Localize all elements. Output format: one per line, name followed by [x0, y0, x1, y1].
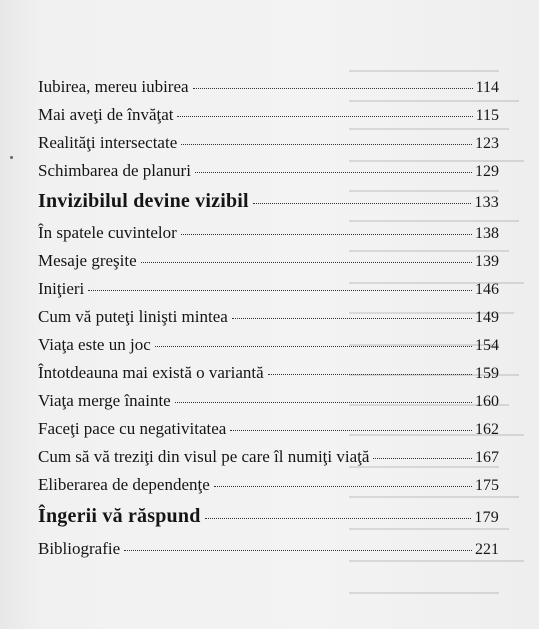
- toc-entry-title: Realităţi intersectate: [38, 133, 178, 152]
- dot-leader: [373, 457, 472, 459]
- toc-entry-page-number: 139: [475, 253, 499, 270]
- toc-entry-page-number: 162: [475, 421, 499, 438]
- toc-entry: [38, 418, 499, 441]
- toc-entry-page-number: 160: [475, 393, 499, 410]
- dot-leader: [155, 345, 472, 347]
- dot-leader: [124, 549, 472, 551]
- dot-leader: [232, 317, 472, 319]
- toc-entry: [38, 104, 499, 127]
- dot-leader: [141, 261, 472, 263]
- toc-entry-title: Întotdeauna mai există o variantă: [38, 363, 264, 382]
- toc-entry-title: Bibliografie: [38, 539, 121, 558]
- toc-entry-title: Iniţieri: [38, 279, 85, 298]
- toc-entry-page-number: 175: [475, 477, 499, 494]
- toc-entry: [38, 278, 499, 301]
- toc-entry: [38, 446, 499, 469]
- toc-entry-title: Cum vă puteţi linişti mintea: [38, 307, 228, 326]
- toc-entry-page-number: 221: [475, 541, 499, 558]
- toc-entry-page-number: 133: [474, 194, 499, 211]
- toc-entry-title: Faceţi pace cu negativitatea: [38, 419, 227, 438]
- toc-entry-title: Mesaje greşite: [38, 251, 137, 270]
- toc-entry-title: Viaţa este un joc: [38, 335, 151, 354]
- toc-entry: [38, 306, 499, 329]
- toc-entry-title: În spatele cuvintelor: [38, 223, 177, 242]
- toc-entry-page-number: 129: [475, 163, 499, 180]
- dot-leader: [88, 289, 472, 291]
- toc-entry-title: Schimbarea de planuri: [38, 161, 191, 180]
- toc-entry-page-number: 179: [474, 509, 499, 526]
- dot-leader: [195, 171, 472, 173]
- toc-entry: [38, 222, 499, 245]
- toc-entry: [38, 76, 499, 99]
- toc-entry-page-number: 159: [475, 365, 499, 382]
- dot-leader: [175, 401, 472, 403]
- dot-leader: [181, 143, 472, 145]
- toc-entry-title: Iubirea, mereu iubirea: [38, 77, 189, 96]
- dot-leader: [205, 517, 472, 519]
- toc-entry-page-number: 114: [475, 79, 499, 96]
- dot-leader: [214, 485, 472, 487]
- toc-entry-page-number: 123: [475, 135, 499, 152]
- toc-entry-page-number: 167: [475, 449, 499, 466]
- toc-entry: [38, 160, 499, 183]
- toc-entry-title: Mai aveţi de învăţat: [38, 105, 174, 124]
- toc-entry: [38, 362, 499, 385]
- toc-entry: [38, 190, 499, 214]
- dot-leader: [253, 202, 472, 204]
- toc-entry-title: Invizibilul devine vizibil: [38, 190, 249, 212]
- toc-entry-title: Cum să vă treziţi din visul pe care îl numiţi viaţă: [38, 447, 370, 466]
- dot-leader: [181, 233, 472, 235]
- toc-entry-title: Îngerii vă răspund: [38, 505, 201, 527]
- toc-entry-title: Viaţa merge înainte: [38, 391, 171, 410]
- toc-entry: [38, 334, 499, 357]
- toc-entry: [38, 538, 499, 561]
- toc-entry: [38, 505, 499, 529]
- toc-entry-page-number: 146: [475, 281, 499, 298]
- toc-entry-page-number: 154: [475, 337, 499, 354]
- toc-entry: [38, 250, 499, 273]
- toc-entry: [38, 132, 499, 155]
- toc-entry-page-number: 138: [475, 225, 499, 242]
- toc-entry-page-number: 149: [475, 309, 499, 326]
- toc-entry-title: Eliberarea de dependenţe: [38, 475, 210, 494]
- toc-entry: [38, 390, 499, 413]
- dot-leader: [268, 373, 472, 375]
- dot-leader: [177, 115, 472, 117]
- dot-leader: [230, 429, 472, 431]
- toc-entry: [38, 474, 499, 497]
- dot-leader: [193, 87, 473, 89]
- toc-entry-page-number: 115: [475, 107, 499, 124]
